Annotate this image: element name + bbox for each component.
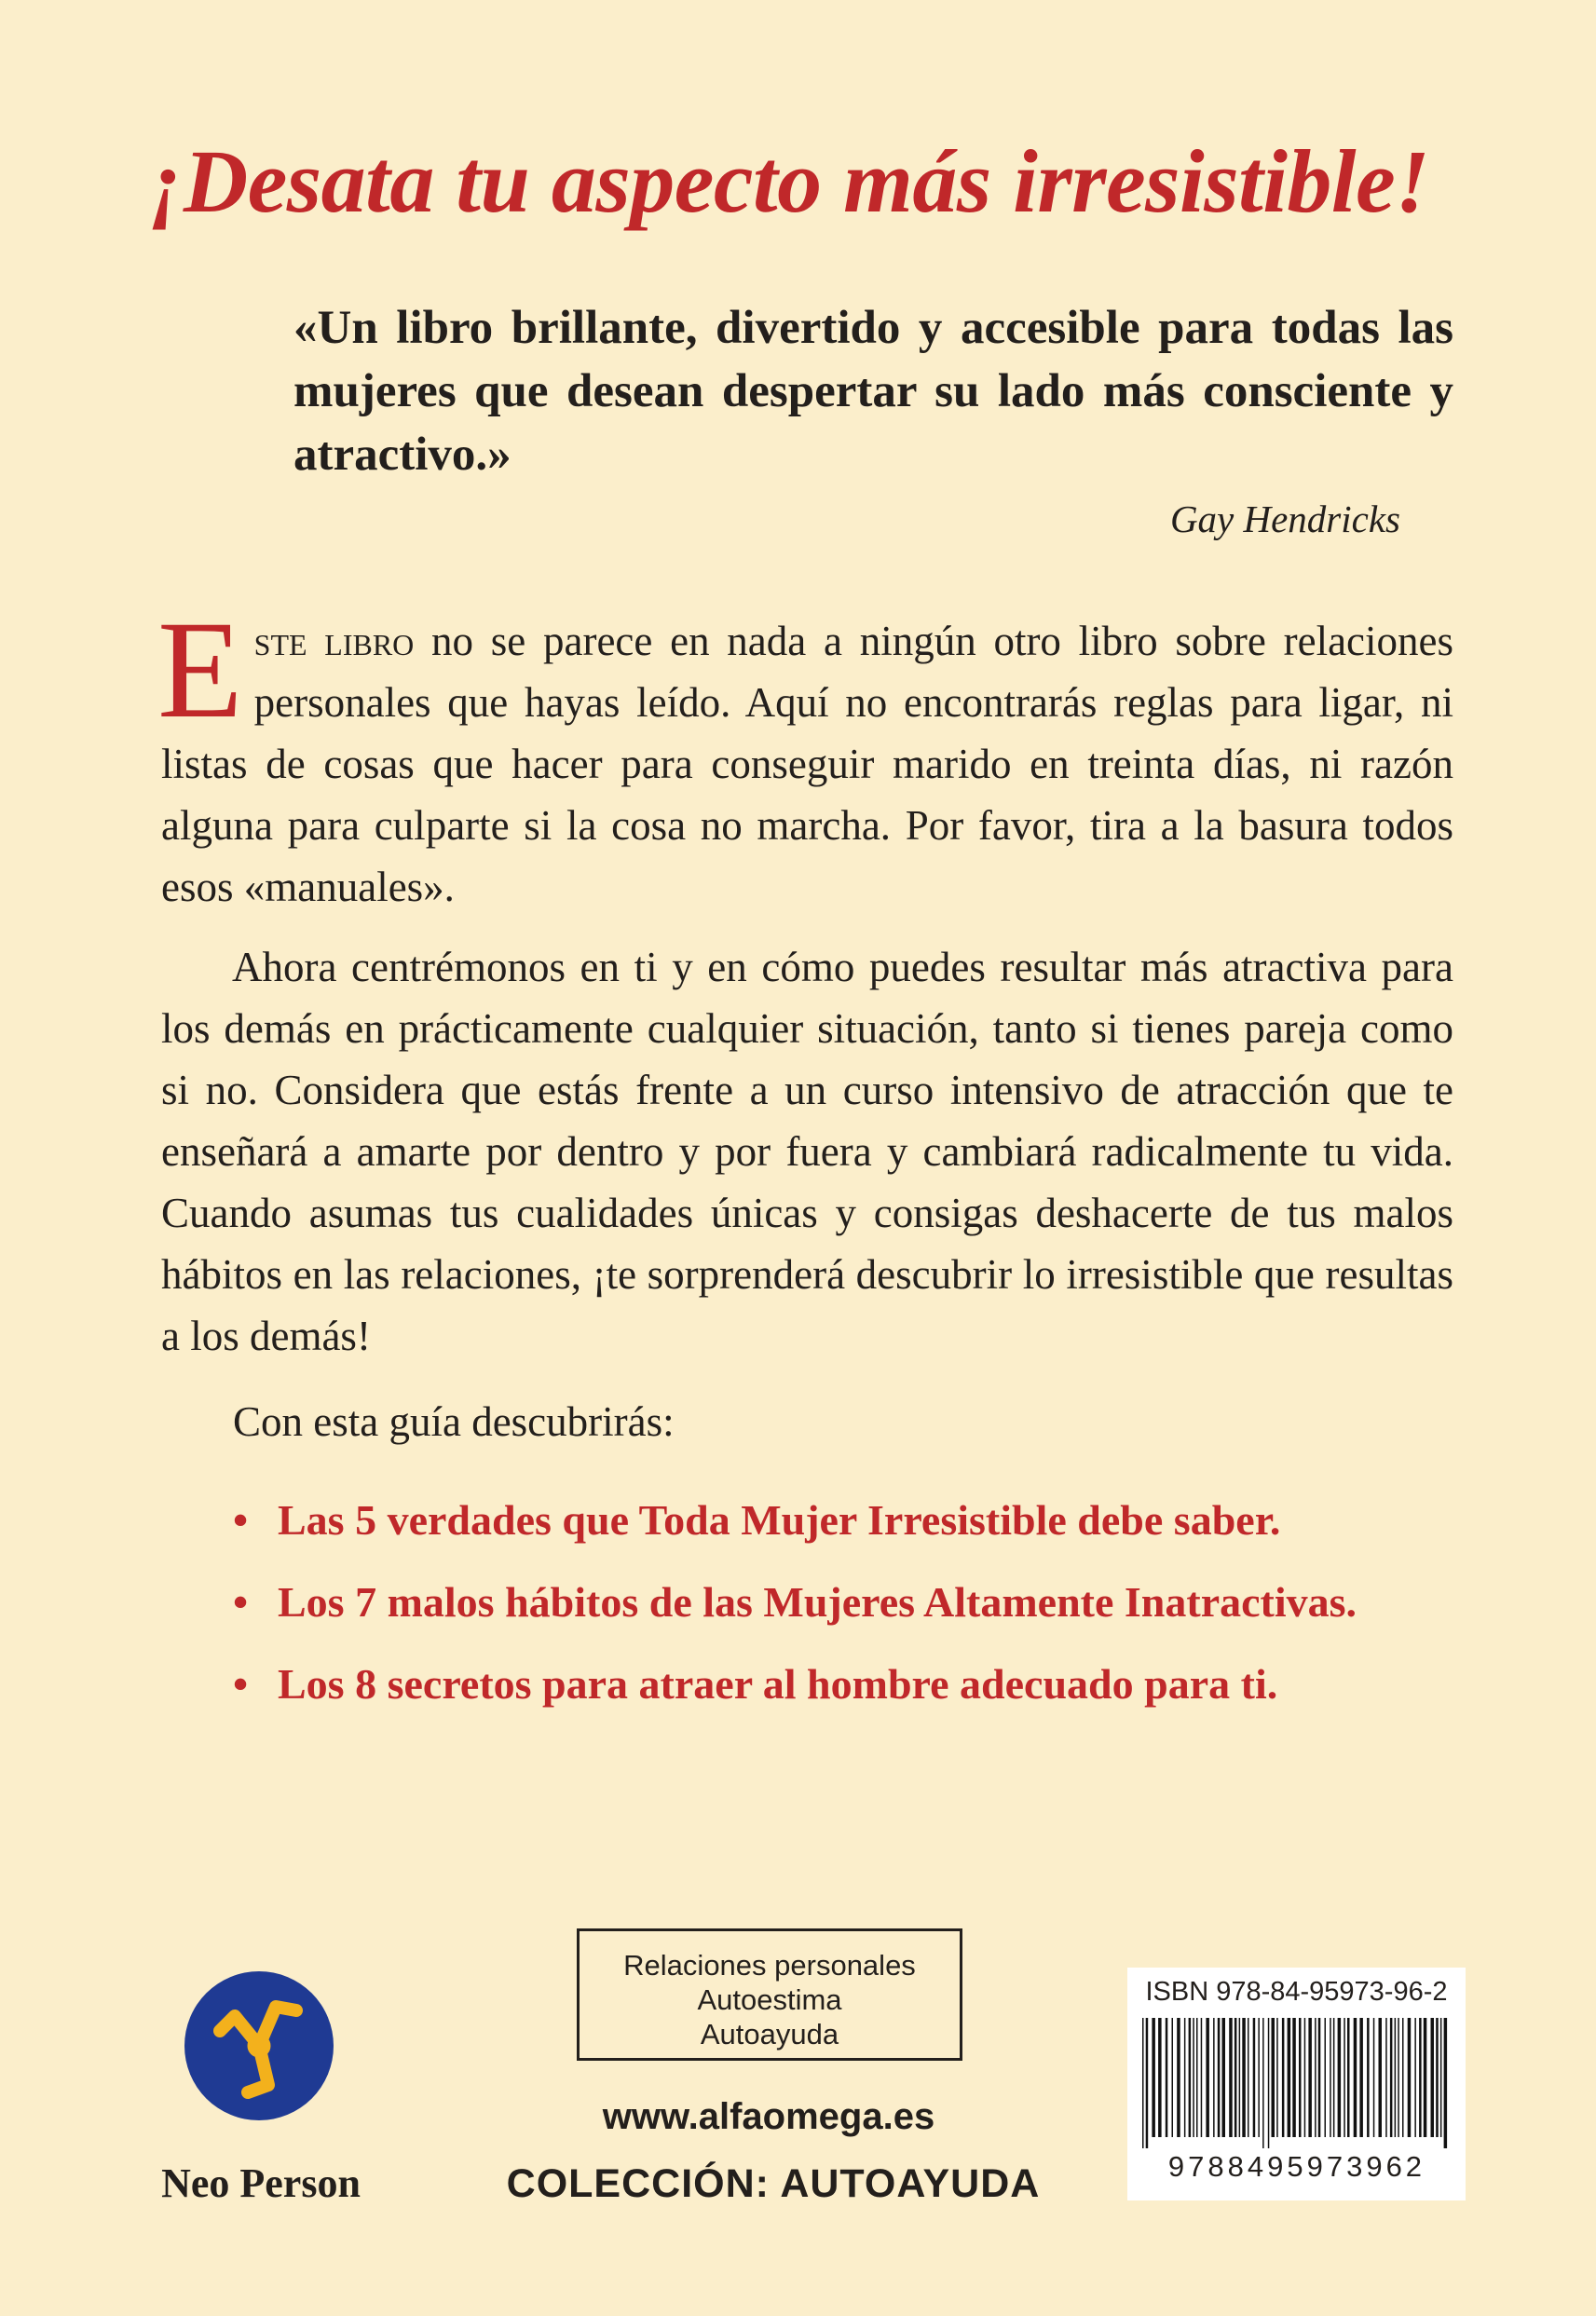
barcode-bar bbox=[1367, 2018, 1370, 2137]
barcode-bar bbox=[1440, 2018, 1442, 2137]
endorsement-quote: «Un libro brillante, divertido y accesible para todas las mujeres que desean despertar su lado más consciente y atractivo.» bbox=[293, 302, 1453, 481]
barcode-bar bbox=[1325, 2018, 1327, 2137]
list-item bbox=[233, 1573, 1463, 1632]
barcode-bar bbox=[1444, 2018, 1448, 2148]
collection-label: COLECCIÓN: AUTOAYUDA bbox=[506, 2161, 1041, 2206]
barcode-bar bbox=[1347, 2018, 1350, 2137]
barcode-bar bbox=[1253, 2018, 1256, 2137]
barcode-bar bbox=[1152, 2018, 1155, 2137]
barcode-bar bbox=[1213, 2018, 1215, 2137]
lead-in: ste libro bbox=[253, 618, 415, 664]
isbn-digits: 9788495973962 bbox=[1167, 2150, 1426, 2183]
barcode-bar bbox=[1330, 2018, 1331, 2137]
barcode-bar bbox=[1402, 2018, 1404, 2137]
barcode-bar bbox=[1196, 2018, 1198, 2137]
barcode-bar bbox=[1299, 2018, 1302, 2137]
barcode-bar bbox=[1158, 2018, 1162, 2137]
barcode-bar bbox=[1333, 2018, 1335, 2137]
barcode-bar bbox=[1424, 2018, 1427, 2137]
website-url: www.alfaomega.es bbox=[602, 2096, 935, 2137]
barcode-bar bbox=[1304, 2018, 1306, 2137]
list-item-text: Los 7 malos hábitos de las Mujeres Altamente Inatractivas. bbox=[278, 1578, 1357, 1626]
barcode-bar bbox=[1359, 2018, 1363, 2137]
barcode-bar bbox=[1436, 2018, 1439, 2137]
list-item-text: Los 8 secretos para atraer al hombre adecuado para ti. bbox=[278, 1660, 1278, 1708]
barcode-bar bbox=[1239, 2018, 1241, 2137]
barcode-bar bbox=[1177, 2018, 1180, 2137]
category-label: Autoestima bbox=[697, 1983, 842, 2016]
description bbox=[157, 593, 1454, 1385]
barcode-bar bbox=[1193, 2018, 1194, 2137]
barcode-bar bbox=[1268, 2018, 1270, 2148]
barcode-bar bbox=[1166, 2018, 1168, 2137]
barcode-bar bbox=[1222, 2018, 1226, 2137]
barcode-bar bbox=[1414, 2018, 1416, 2137]
barcode-icon bbox=[1139, 2018, 1455, 2148]
barcode-bar bbox=[1206, 2018, 1209, 2137]
barcode-bar bbox=[1282, 2018, 1285, 2137]
barcode-bar bbox=[1172, 2018, 1174, 2137]
barcode-bar bbox=[1408, 2018, 1412, 2137]
barcode-bar bbox=[1258, 2018, 1260, 2137]
barcode-bar bbox=[1431, 2018, 1435, 2137]
barcode-bar bbox=[1354, 2018, 1357, 2137]
barcode-bar bbox=[1379, 2018, 1383, 2137]
barcode-bar bbox=[1248, 2018, 1249, 2137]
paragraph-1 bbox=[157, 593, 1454, 918]
benefit-list bbox=[233, 1491, 1463, 1737]
barcode-bar bbox=[1373, 2018, 1375, 2137]
triskelion-icon bbox=[183, 1969, 335, 2122]
list-item-text: Las 5 verdades que Toda Mujer Irresistible debe saber. bbox=[278, 1496, 1281, 1544]
isbn-label: ISBN 978-84-95973-96-2 bbox=[1145, 1977, 1448, 2007]
bullet-icon: • bbox=[233, 1660, 249, 1708]
barcode-bar bbox=[1229, 2018, 1233, 2137]
barcode-bar bbox=[1385, 2018, 1387, 2137]
barcode-bar bbox=[1344, 2018, 1345, 2137]
barcode-bar bbox=[1398, 2018, 1399, 2137]
barcode-bar bbox=[1235, 2018, 1237, 2137]
list-item bbox=[233, 1491, 1463, 1550]
drop-cap: E bbox=[157, 593, 243, 747]
barcode-bar bbox=[1218, 2018, 1221, 2137]
category-box bbox=[577, 1928, 962, 2061]
barcode-bar bbox=[1201, 2018, 1203, 2137]
barcode-bar bbox=[1242, 2018, 1246, 2137]
headline: ¡Desata tu aspecto más irresistible! bbox=[149, 131, 1430, 231]
barcode-bar bbox=[1146, 2018, 1149, 2148]
bullet-icon: • bbox=[233, 1578, 249, 1626]
barcode-bar bbox=[1308, 2018, 1312, 2137]
category-label: Autoayuda bbox=[700, 2018, 839, 2050]
barcode-bar bbox=[1318, 2018, 1321, 2137]
barcode-bar bbox=[1395, 2018, 1397, 2137]
barcode-bar bbox=[1184, 2018, 1186, 2137]
barcode-bar bbox=[1419, 2018, 1422, 2137]
bullet-icon: • bbox=[233, 1496, 249, 1544]
barcode-bar bbox=[1276, 2018, 1278, 2137]
barcode-bar bbox=[1338, 2018, 1342, 2137]
barcode-bar bbox=[1272, 2018, 1275, 2137]
list-item bbox=[233, 1655, 1463, 1714]
category-label: Relaciones personales bbox=[623, 1949, 916, 1982]
isbn-block bbox=[1127, 1968, 1466, 2200]
barcode-bar bbox=[1142, 2018, 1144, 2148]
guide-intro: Con esta guía descubrirás: bbox=[233, 1398, 675, 1445]
paragraph-2: Ahora centrémonos en ti y en cómo puedes resultar más atractiva para los demás en prácticamente cualquier situación, tanto si tienes pareja como si no. Considera que estás frente a un curso intensivo de atracción que te enseñará a amarte por dentro y por fuera y cambiará radicalmente tu vida. Cuando asumas tus cualidades únicas y consigas deshacerte de tus malos hábitos en las relaciones, ¡te sorprenderá descubrir lo irresistible que resultas a los demás! bbox=[161, 944, 1453, 1359]
quote-author: Gay Hendricks bbox=[1169, 497, 1400, 540]
barcode-bar bbox=[1315, 2018, 1316, 2137]
barcode-bar bbox=[1262, 2018, 1264, 2148]
paragraph-1-text: no se parece en nada a ningún otro libro sobre relaciones personales que hayas leído. Aquí no encontrarás reglas para ligar, ni listas de cosas que hacer para conseguir marido en treinta días, ni razón alguna para culparte si la cosa no marcha. Por favor, tira a la basura todos esos «manuales». bbox=[161, 618, 1454, 910]
barcode-bar bbox=[1292, 2018, 1296, 2137]
publisher-name: Neo Person bbox=[161, 2160, 361, 2206]
barcode-bar bbox=[1288, 2018, 1291, 2137]
barcode-bar bbox=[1390, 2018, 1393, 2137]
barcode-bar bbox=[1189, 2018, 1192, 2137]
